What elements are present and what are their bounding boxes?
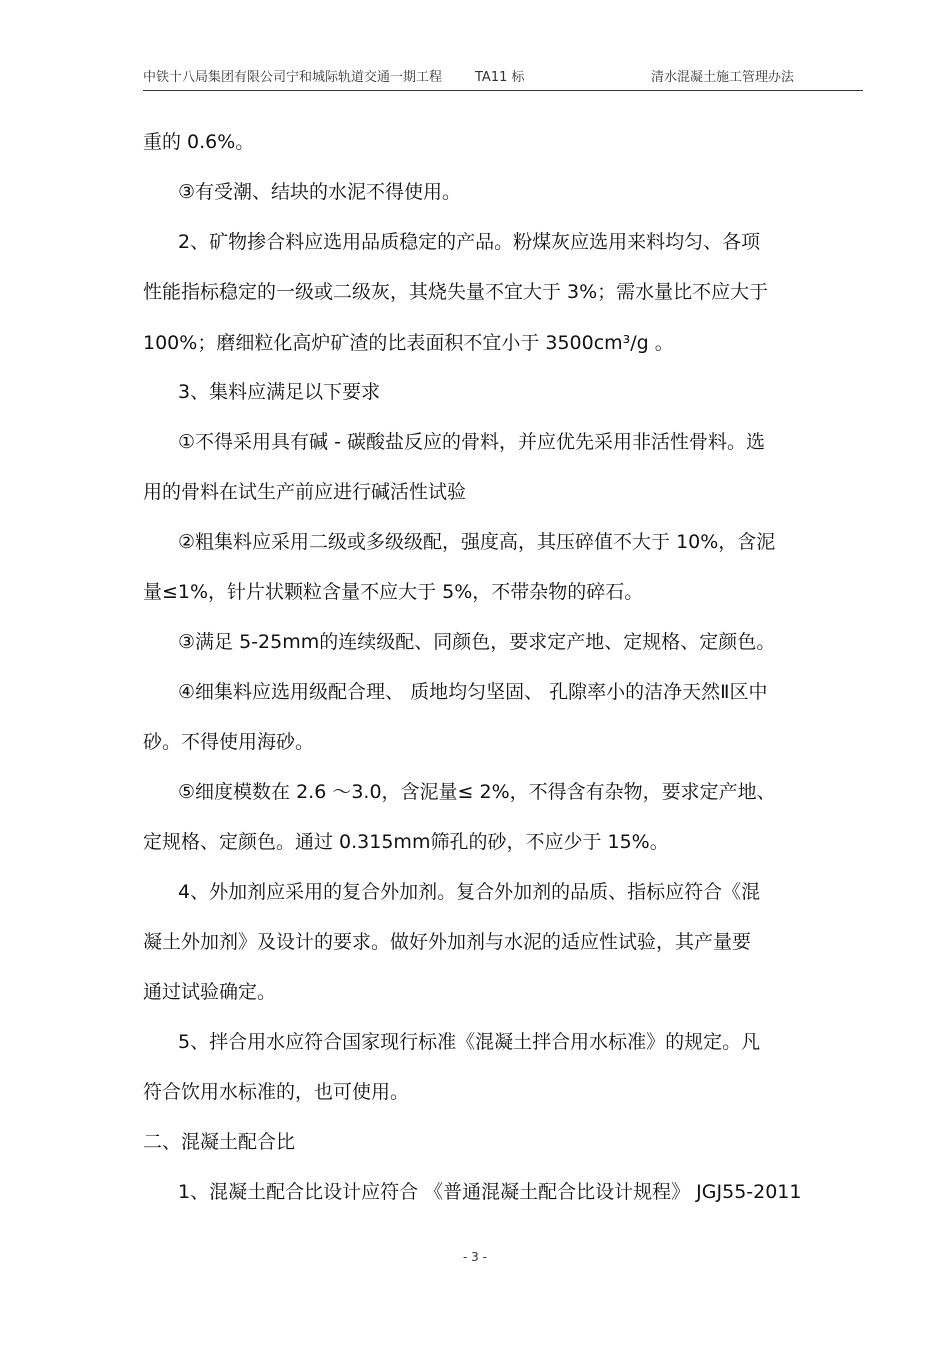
text-line: 砂。不得使用海砂。 [143, 731, 315, 753]
text-line: 通过试验确定。 [143, 981, 277, 1003]
text-line: ③满足 5-25mm的连续级配、同颜色，要求定产地、定规格、定颜色。 [178, 631, 776, 653]
text-line: 5、拌合用水应符合国家现行标准《混凝土拌合用水标准》的规定。凡 [178, 1031, 761, 1053]
header-rule [143, 90, 863, 91]
text-line: 定规格、定颜色。通过 0.315mm筛孔的砂，不应少于 15%。 [143, 831, 669, 853]
text-line: 1、混凝土配合比设计应符合 《普通混凝土配合比设计规程》 JGJ55-2011 [178, 1181, 802, 1203]
text-line: ②粗集料应采用二级或多级级配，强度高，其压碎值不大于 10%，含泥 [178, 531, 776, 553]
text-line: 用的骨料在试生产前应进行碱活性试验 [143, 481, 467, 503]
text-line: 量≤1%，针片状颗粒含量不应大于 5%，不带杂物的碎石。 [143, 581, 644, 603]
text-line: 性能指标稳定的一级或二级灰，其烧失量不宜大于 3%；需水量比不应大于 [143, 281, 769, 303]
text-line: 4、外加剂应采用的复合外加剂。复合外加剂的品质、指标应符合《混 [178, 881, 761, 903]
text-line: ④细集料应选用级配合理、 质地均匀坚固、 孔隙率小的洁净天然Ⅱ区中 [178, 681, 768, 703]
text-line: 3、集料应满足以下要求 [178, 381, 381, 403]
text-line: ⑤细度模数在 2.6 ～3.0，含泥量≤ 2%，不得含有杂物，要求定产地、 [178, 781, 776, 803]
header-project-name: 中铁十八局集团有限公司宁和城际轨道交通一期工程 [143, 70, 443, 85]
text-line: 符合饮用水标准的，也可使用。 [143, 1081, 410, 1103]
text-line: 100%；磨细粒化高炉矿渣的比表面积不宜小于 3500cm³/g 。 [143, 332, 674, 354]
text-line: ①不得采用具有碱 - 碳酸盐反应的骨料，并应优先采用非活性骨料。选 [178, 431, 765, 453]
section-heading: 二、混凝土配合比 [143, 1131, 296, 1153]
header-section-label: TA11 标 [475, 70, 525, 85]
page-number: - 3 - [463, 1250, 487, 1264]
text-line: 2、矿物掺合料应选用品质稳定的产品。粉煤灰应选用来料均匀、各项 [178, 231, 761, 253]
header-document-title: 清水混凝土施工管理办法 [651, 70, 795, 85]
page-header [143, 66, 863, 90]
text-line: 重的 0.6%。 [143, 131, 255, 153]
text-line: ③有受潮、结块的水泥不得使用。 [178, 181, 462, 203]
text-line: 凝土外加剂》及设计的要求。做好外加剂与水泥的适应性试验，其产量要 [143, 931, 752, 953]
